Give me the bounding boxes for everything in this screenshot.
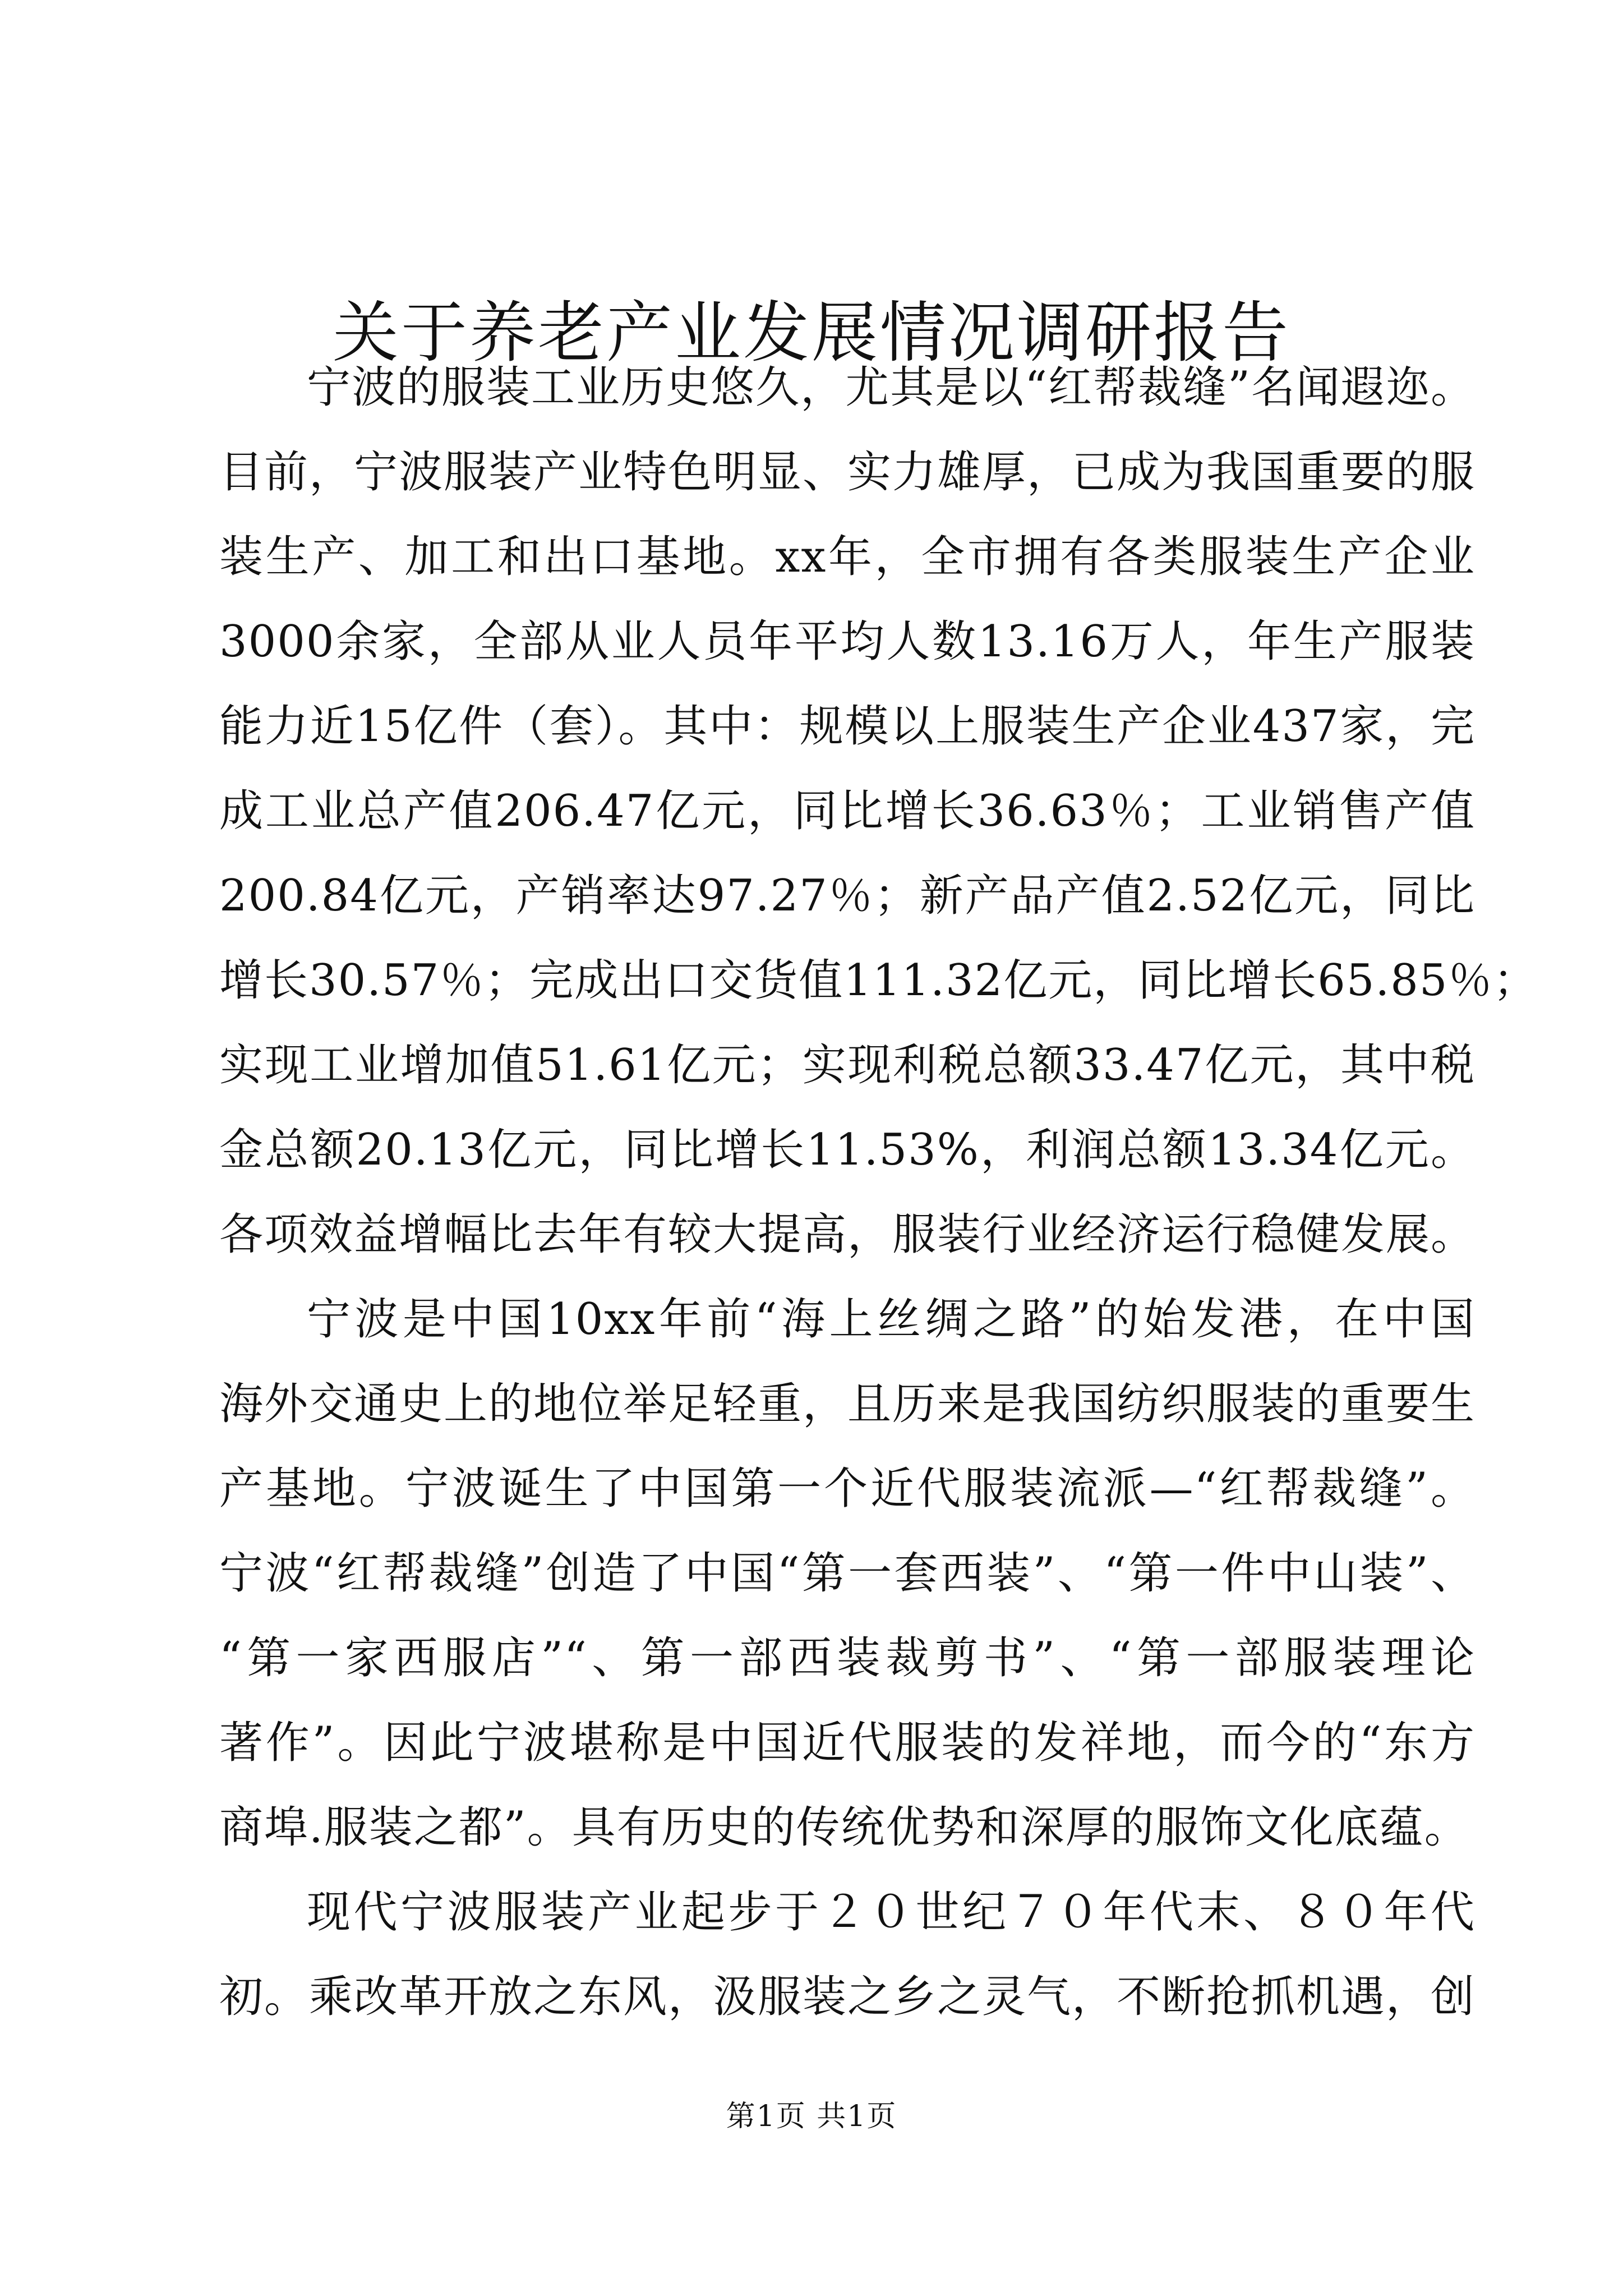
text-line: 现代宁波服装产业起步于２０世纪７０年代末、８０年代	[307, 1887, 1476, 1938]
text-line: 200.84亿元，产销率达97.27％；新产品产值2.52亿元，同比	[219, 871, 1476, 921]
text-line: 宁波是中国10xx年前“海上丝绸之路”的始发港，在中国	[307, 1294, 1476, 1345]
document-body	[219, 346, 1538, 2040]
text-line: 产基地。宁波诞生了中国第一个近代服装流派—“红帮裁缝”。	[219, 1464, 1476, 1514]
text-line: 3000余家，全部从业人员年平均人数13.16万人，年生产服装	[219, 616, 1476, 667]
text-line: 宁波“红帮裁缝”创造了中国“第一套西装”、“第一件中山装”、	[219, 1548, 1476, 1599]
paragraph	[219, 1870, 1476, 2040]
text-line: 各项效益增幅比去年有较大提高，服装行业经济运行稳健发展。	[219, 1209, 1476, 1260]
document-title: 关于养老产业发展情况调研报告	[332, 294, 1290, 371]
text-line: 实现工业增加值51.61亿元；实现利税总额33.47亿元，其中税	[219, 1040, 1476, 1091]
text-line: 著作”。因此宁波堪称是中国近代服装的发祥地，而今的“东方	[219, 1718, 1476, 1768]
text-line: “第一家西服店”“、第一部西装裁剪书”、“第一部服装理论	[219, 1633, 1476, 1683]
paragraph	[219, 1277, 1476, 1870]
page-footer: 第1页 共1页	[726, 2100, 897, 2133]
text-line: 增长30.57％；完成出口交货值111.32亿元，同比增长65.85％；	[219, 955, 1538, 1006]
text-line: 成工业总产值206.47亿元，同比增长36.63％；工业销售产值	[219, 786, 1476, 836]
text-line: 海外交通史上的地位举足轻重，且历来是我国纺织服装的重要生	[219, 1379, 1476, 1429]
paragraph	[219, 346, 1538, 1277]
text-line: 目前，宁波服装产业特色明显、实力雄厚，已成为我国重要的服	[219, 447, 1476, 498]
text-line: 能力近15亿件（套）。其中：规模以上服装生产企业437家，完	[219, 701, 1476, 752]
text-line: 装生产、加工和出口基地。xx年，全市拥有各类服装生产企业	[219, 532, 1476, 582]
text-line: 宁波的服装工业历史悠久，尤其是以“红帮裁缝”名闻遐迩。	[307, 362, 1476, 413]
text-line: 金总额20.13亿元，同比增长11.53%，利润总额13.34亿元。	[219, 1125, 1476, 1175]
text-line: 初。乘改革开放之东风，汲服装之乡之灵气，不断抢抓机遇，创	[219, 1972, 1476, 2022]
text-line: 商埠.服装之都”。具有历史的传统优势和深厚的服饰文化底蕴。	[219, 1802, 1469, 1853]
